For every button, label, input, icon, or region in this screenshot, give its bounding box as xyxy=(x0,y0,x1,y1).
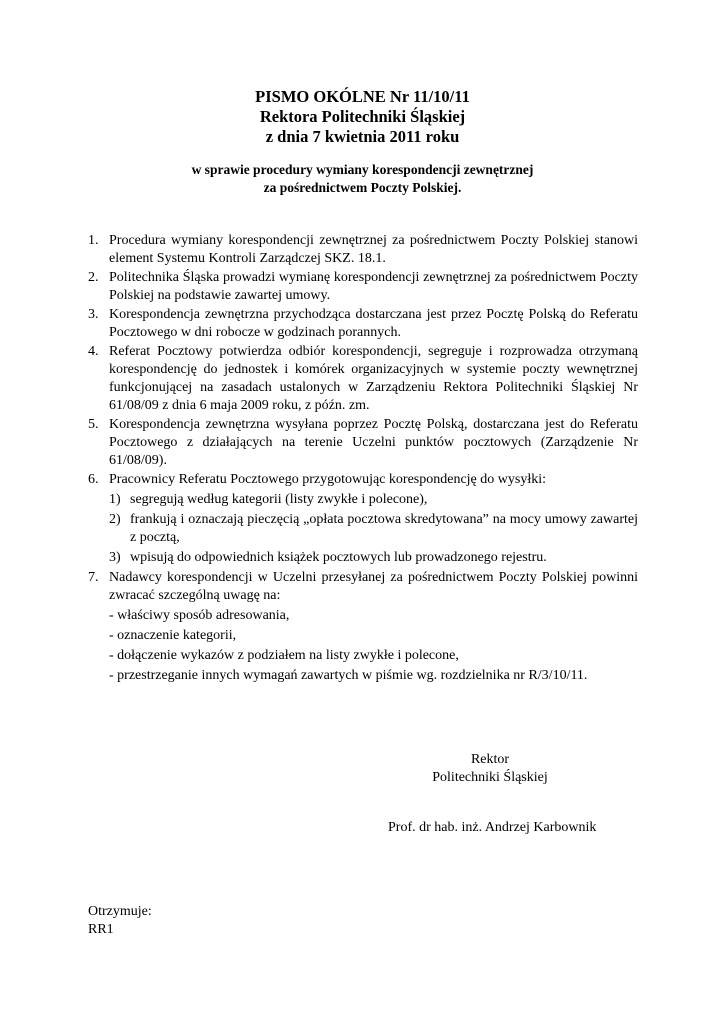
dash-item-2: - oznaczenie kategorii, xyxy=(109,628,237,643)
list-item-text: Pracownicy Referatu Pocztowego przygotowując korespondencję do wysyłki: xyxy=(109,472,546,487)
sub-item-2 xyxy=(109,511,638,547)
dash-item-1: - właściwy sposób adresowania, xyxy=(109,608,290,623)
document-header xyxy=(0,87,725,147)
recipients-value: RR1 xyxy=(88,922,114,937)
list-item-7 xyxy=(88,569,638,685)
subject-line-2: za pośrednictwem Poczty Polskiej. xyxy=(263,180,462,195)
list-item-5 xyxy=(88,416,638,470)
recipients-block xyxy=(88,903,152,939)
list-item-text: Procedura wymiany korespondencji zewnętrznej za pośrednictwem Poczty Polskiej stanowi element Systemu Kontroli Zarządczej SKZ. 18.1. xyxy=(109,233,638,266)
list-item-text: Politechnika Śląska prowadzi wymianę korespondencji zewnętrznej za pośrednictwem Poczty Polskiej na podstawie zawartej umowy. xyxy=(109,270,638,303)
list-item-6 xyxy=(88,471,638,567)
recipients-label: Otrzymuje: xyxy=(88,904,152,919)
document-issuer: Rektora Politechniki Śląskiej xyxy=(259,107,466,126)
sub-item-text: frankują i oznaczają pieczęcią „opłata pocztowa skredytowana” na mocy umowy zawartej z pocztą, xyxy=(130,512,638,545)
list-item-text: Korespondencja zewnętrzna przychodząca dostarczana jest przez Pocztę Polską do Referatu Pocztowego w dni robocze w godzinach porannych. xyxy=(109,307,638,340)
list-item-1 xyxy=(88,232,638,268)
list-item-text: Nadawcy korespondencji w Uczelni przesyłanej za pośrednictwem Poczty Polskiej powinni zwracać szczególną uwagę na: xyxy=(109,570,638,603)
sub-item-1 xyxy=(109,491,638,509)
sub-item-text: segregują według kategorii (listy zwykłe i polecone), xyxy=(130,492,428,507)
list-item-text: Referat Pocztowy potwierdza odbiór korespondencji, segreguje i rozprowadza otrzymaną korespondencję do jednostek i komórek organizacyjnych w systemie poczty wewnętrznej funkcjonującej na zasadach ustalonych w Zarządzeniu Rektora Politechniki Śląskiej Nr 61/08/09 z dnia 6 maja 2009 roku, z późn. zm. xyxy=(109,344,638,413)
list-item-number: 7. xyxy=(88,570,99,585)
dash-item-4: - przestrzeganie innych wymagań zawartych w piśmie wg. rozdzielnika nr R/3/10/11. xyxy=(109,668,588,683)
document-subject xyxy=(0,161,725,197)
sub-item-number: 3) xyxy=(109,550,121,565)
dash-item-3: - dołączenie wykazów z podziałem na listy zwykłe i polecone, xyxy=(109,648,459,663)
signature-title: Rektor xyxy=(470,752,510,767)
sub-item-3 xyxy=(109,549,638,567)
sub-item-text: wpisują do odpowiednich książek pocztowych lub prowadzonego rejestru. xyxy=(130,550,547,565)
subject-line-1: w sprawie procedury wymiany korespondencji zewnętrznej xyxy=(191,162,534,177)
document-title: PISMO OKÓLNE Nr 11/10/11 xyxy=(255,87,470,106)
list-item-2 xyxy=(88,269,638,305)
signature-institution: Politechniki Śląskiej xyxy=(432,770,548,785)
sub-item-number: 1) xyxy=(109,492,121,507)
list-item-number: 1. xyxy=(88,233,99,248)
list-item-text: Korespondencja zewnętrzna wysyłana poprzez Pocztę Polską, dostarczana jest do Referatu Pocztowego z działających na terenie Uczelni punktów pocztowych (Zarządzenie Nr 61/08/09). xyxy=(109,417,638,468)
list-item-number: 3. xyxy=(88,307,99,322)
list-item-4 xyxy=(88,343,638,415)
list-item-3 xyxy=(88,306,638,342)
document-date: z dnia 7 kwietnia 2011 roku xyxy=(265,127,460,146)
list-item-number: 2. xyxy=(88,270,99,285)
list-item-number: 6. xyxy=(88,472,99,487)
numbered-list xyxy=(88,232,638,686)
signature-block xyxy=(400,751,580,787)
signer-name: Prof. dr hab. inż. Andrzej Karbownik xyxy=(388,820,597,835)
list-item-number: 5. xyxy=(88,417,99,432)
list-item-number: 4. xyxy=(88,344,99,359)
sub-item-number: 2) xyxy=(109,512,121,527)
